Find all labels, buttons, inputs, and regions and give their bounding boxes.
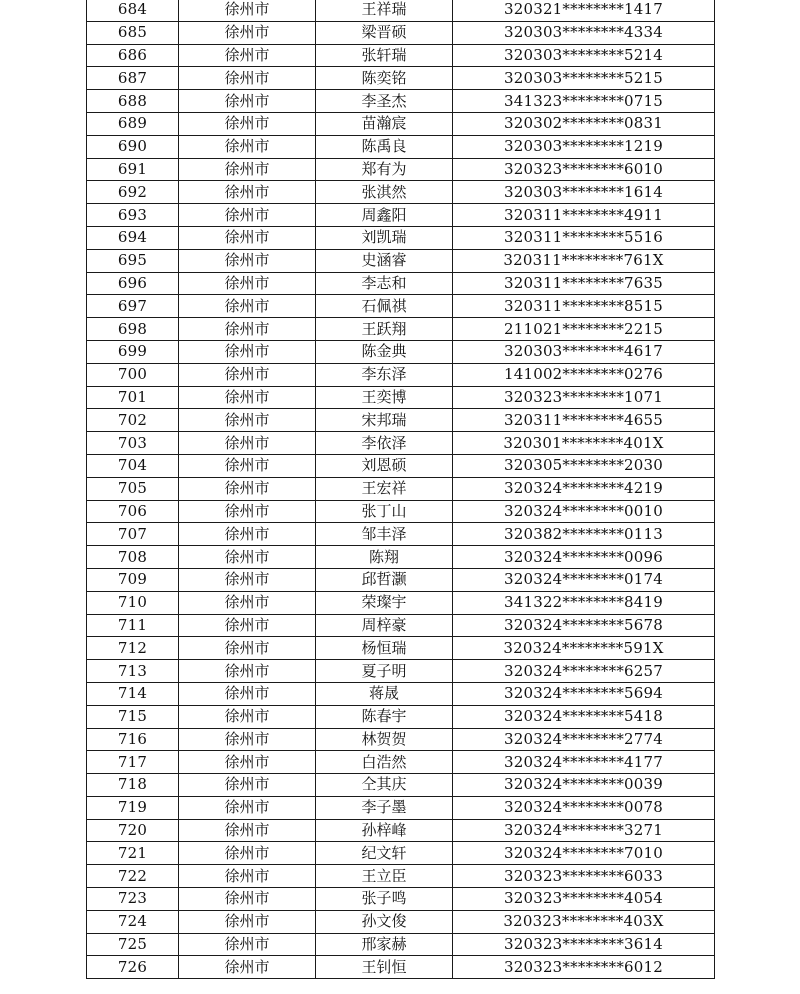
id-number-cell: 320303********4334: [453, 21, 715, 44]
person-name-cell: 刘恩硕: [316, 454, 453, 477]
table-row: [87, 956, 715, 979]
row-number-cell: 691: [87, 158, 179, 181]
row-number-cell: 686: [87, 44, 179, 67]
table-row: [87, 226, 715, 249]
city-cell: 徐州市: [179, 705, 316, 728]
id-number-cell: 320311********8515: [453, 295, 715, 318]
person-name-cell: 周鑫阳: [316, 204, 453, 227]
table-row: [87, 295, 715, 318]
city-cell: 徐州市: [179, 477, 316, 500]
table-row: [87, 318, 715, 341]
table-row: [87, 21, 715, 44]
row-number-cell: 713: [87, 660, 179, 683]
row-number-cell: 714: [87, 682, 179, 705]
city-cell: 徐州市: [179, 204, 316, 227]
row-number-cell: 685: [87, 21, 179, 44]
row-number-cell: 692: [87, 181, 179, 204]
person-name-cell: 郑有为: [316, 158, 453, 181]
row-number-cell: 688: [87, 90, 179, 113]
id-number-cell: 320303********4617: [453, 340, 715, 363]
table-row: [87, 842, 715, 865]
row-number-cell: 718: [87, 774, 179, 797]
id-number-cell: 320324********591X: [453, 637, 715, 660]
table-row: [87, 933, 715, 956]
city-cell: 徐州市: [179, 363, 316, 386]
row-number-cell: 700: [87, 363, 179, 386]
person-name-cell: 王跃翔: [316, 318, 453, 341]
table-row: [87, 386, 715, 409]
row-number-cell: 726: [87, 956, 179, 979]
table-row: [87, 44, 715, 67]
city-cell: 徐州市: [179, 226, 316, 249]
id-number-cell: 320324********4219: [453, 477, 715, 500]
roster-table: [86, 0, 715, 979]
id-number-cell: 320324********6257: [453, 660, 715, 683]
id-number-cell: 320324********7010: [453, 842, 715, 865]
table-row: [87, 774, 715, 797]
table-row: [87, 0, 715, 21]
row-number-cell: 717: [87, 751, 179, 774]
city-cell: 徐州市: [179, 44, 316, 67]
row-number-cell: 705: [87, 477, 179, 500]
table-row: [87, 477, 715, 500]
id-number-cell: 320303********1219: [453, 135, 715, 158]
row-number-cell: 704: [87, 454, 179, 477]
city-cell: 徐州市: [179, 432, 316, 455]
person-name-cell: 石佩祺: [316, 295, 453, 318]
table-row: [87, 888, 715, 911]
city-cell: 徐州市: [179, 272, 316, 295]
id-number-cell: 320382********0113: [453, 523, 715, 546]
row-number-cell: 697: [87, 295, 179, 318]
row-number-cell: 694: [87, 226, 179, 249]
person-name-cell: 孙文俊: [316, 910, 453, 933]
id-number-cell: 341322********8419: [453, 591, 715, 614]
table-row: [87, 67, 715, 90]
person-name-cell: 史涵睿: [316, 249, 453, 272]
table-row: [87, 454, 715, 477]
id-number-cell: 320301********401X: [453, 432, 715, 455]
table-row: [87, 523, 715, 546]
person-name-cell: 夏子明: [316, 660, 453, 683]
city-cell: 徐州市: [179, 933, 316, 956]
table-row: [87, 568, 715, 591]
row-number-cell: 722: [87, 865, 179, 888]
id-number-cell: 320324********2774: [453, 728, 715, 751]
person-name-cell: 荣璨宇: [316, 591, 453, 614]
city-cell: 徐州市: [179, 295, 316, 318]
city-cell: 徐州市: [179, 956, 316, 979]
id-number-cell: 141002********0276: [453, 363, 715, 386]
id-number-cell: 320303********5214: [453, 44, 715, 67]
row-number-cell: 701: [87, 386, 179, 409]
row-number-cell: 712: [87, 637, 179, 660]
table-row: [87, 591, 715, 614]
city-cell: 徐州市: [179, 135, 316, 158]
table-row: [87, 135, 715, 158]
person-name-cell: 蒋晟: [316, 682, 453, 705]
city-cell: 徐州市: [179, 774, 316, 797]
table-row: [87, 660, 715, 683]
person-name-cell: 苗瀚宸: [316, 112, 453, 135]
row-number-cell: 707: [87, 523, 179, 546]
person-name-cell: 纪文轩: [316, 842, 453, 865]
person-name-cell: 李依泽: [316, 432, 453, 455]
city-cell: 徐州市: [179, 67, 316, 90]
person-name-cell: 李志和: [316, 272, 453, 295]
person-name-cell: 李圣杰: [316, 90, 453, 113]
person-name-cell: 宋邦瑞: [316, 409, 453, 432]
table-row: [87, 112, 715, 135]
person-name-cell: 杨恒瑞: [316, 637, 453, 660]
city-cell: 徐州市: [179, 888, 316, 911]
city-cell: 徐州市: [179, 660, 316, 683]
id-number-cell: 320311********4911: [453, 204, 715, 227]
table-row: [87, 204, 715, 227]
id-number-cell: 320324********0010: [453, 500, 715, 523]
city-cell: 徐州市: [179, 90, 316, 113]
row-number-cell: 716: [87, 728, 179, 751]
table-row: [87, 705, 715, 728]
city-cell: 徐州市: [179, 751, 316, 774]
person-name-cell: 孙梓峰: [316, 819, 453, 842]
row-number-cell: 709: [87, 568, 179, 591]
city-cell: 徐州市: [179, 819, 316, 842]
row-number-cell: 702: [87, 409, 179, 432]
city-cell: 徐州市: [179, 249, 316, 272]
table-row: [87, 751, 715, 774]
city-cell: 徐州市: [179, 637, 316, 660]
id-number-cell: 320324********0174: [453, 568, 715, 591]
id-number-cell: 320311********7635: [453, 272, 715, 295]
id-number-cell: 320302********0831: [453, 112, 715, 135]
id-number-cell: 320323********1071: [453, 386, 715, 409]
row-number-cell: 695: [87, 249, 179, 272]
city-cell: 徐州市: [179, 21, 316, 44]
row-number-cell: 684: [87, 0, 179, 21]
table-row: [87, 796, 715, 819]
id-number-cell: 320324********5418: [453, 705, 715, 728]
id-number-cell: 320323********403X: [453, 910, 715, 933]
city-cell: 徐州市: [179, 682, 316, 705]
city-cell: 徐州市: [179, 386, 316, 409]
id-number-cell: 320324********5694: [453, 682, 715, 705]
row-number-cell: 708: [87, 546, 179, 569]
id-number-cell: 320305********2030: [453, 454, 715, 477]
id-number-cell: 320303********5215: [453, 67, 715, 90]
row-number-cell: 687: [87, 67, 179, 90]
row-number-cell: 724: [87, 910, 179, 933]
person-name-cell: 张丁山: [316, 500, 453, 523]
city-cell: 徐州市: [179, 500, 316, 523]
person-name-cell: 李子墨: [316, 796, 453, 819]
id-number-cell: 320311********5516: [453, 226, 715, 249]
table-row: [87, 614, 715, 637]
row-number-cell: 699: [87, 340, 179, 363]
person-name-cell: 张轩瑞: [316, 44, 453, 67]
person-name-cell: 陈禹良: [316, 135, 453, 158]
id-number-cell: 320324********0039: [453, 774, 715, 797]
city-cell: 徐州市: [179, 865, 316, 888]
table-row: [87, 249, 715, 272]
id-number-cell: 320324********5678: [453, 614, 715, 637]
person-name-cell: 刘凯瑞: [316, 226, 453, 249]
table-row: [87, 432, 715, 455]
row-number-cell: 723: [87, 888, 179, 911]
person-name-cell: 王奕博: [316, 386, 453, 409]
id-number-cell: 341323********0715: [453, 90, 715, 113]
table-row: [87, 546, 715, 569]
city-cell: 徐州市: [179, 409, 316, 432]
id-number-cell: 320323********6033: [453, 865, 715, 888]
city-cell: 徐州市: [179, 591, 316, 614]
row-number-cell: 710: [87, 591, 179, 614]
row-number-cell: 725: [87, 933, 179, 956]
city-cell: 徐州市: [179, 910, 316, 933]
city-cell: 徐州市: [179, 796, 316, 819]
row-number-cell: 693: [87, 204, 179, 227]
person-name-cell: 王祥瑞: [316, 0, 453, 21]
id-number-cell: 320324********3271: [453, 819, 715, 842]
row-number-cell: 706: [87, 500, 179, 523]
id-number-cell: 320324********0078: [453, 796, 715, 819]
row-number-cell: 703: [87, 432, 179, 455]
city-cell: 徐州市: [179, 614, 316, 637]
person-name-cell: 白浩然: [316, 751, 453, 774]
city-cell: 徐州市: [179, 318, 316, 341]
id-number-cell: 320321********1417: [453, 0, 715, 21]
person-name-cell: 邱哲灏: [316, 568, 453, 591]
table-row: [87, 158, 715, 181]
row-number-cell: 719: [87, 796, 179, 819]
id-number-cell: 320311********761X: [453, 249, 715, 272]
id-number-cell: 320323********6012: [453, 956, 715, 979]
city-cell: 徐州市: [179, 340, 316, 363]
table-row: [87, 910, 715, 933]
table-row: [87, 272, 715, 295]
table-row: [87, 409, 715, 432]
id-number-cell: 211021********2215: [453, 318, 715, 341]
person-name-cell: 李东泽: [316, 363, 453, 386]
city-cell: 徐州市: [179, 842, 316, 865]
person-name-cell: 王钊恒: [316, 956, 453, 979]
city-cell: 徐州市: [179, 181, 316, 204]
row-number-cell: 689: [87, 112, 179, 135]
table-row: [87, 865, 715, 888]
table-row: [87, 363, 715, 386]
person-name-cell: 仝其庆: [316, 774, 453, 797]
city-cell: 徐州市: [179, 0, 316, 21]
id-number-cell: 320311********4655: [453, 409, 715, 432]
row-number-cell: 720: [87, 819, 179, 842]
table-row: [87, 500, 715, 523]
table-row: [87, 90, 715, 113]
row-number-cell: 690: [87, 135, 179, 158]
table-row: [87, 181, 715, 204]
city-cell: 徐州市: [179, 728, 316, 751]
person-name-cell: 陈翔: [316, 546, 453, 569]
id-number-cell: 320303********1614: [453, 181, 715, 204]
row-number-cell: 711: [87, 614, 179, 637]
table-row: [87, 637, 715, 660]
person-name-cell: 邹丰泽: [316, 523, 453, 546]
table-row: [87, 819, 715, 842]
person-name-cell: 林贺贺: [316, 728, 453, 751]
person-name-cell: 王立臣: [316, 865, 453, 888]
city-cell: 徐州市: [179, 546, 316, 569]
city-cell: 徐州市: [179, 158, 316, 181]
id-number-cell: 320324********0096: [453, 546, 715, 569]
person-name-cell: 陈奕铭: [316, 67, 453, 90]
id-number-cell: 320323********6010: [453, 158, 715, 181]
person-name-cell: 梁晋硕: [316, 21, 453, 44]
person-name-cell: 陈金典: [316, 340, 453, 363]
row-number-cell: 698: [87, 318, 179, 341]
person-name-cell: 王宏祥: [316, 477, 453, 500]
row-number-cell: 715: [87, 705, 179, 728]
city-cell: 徐州市: [179, 454, 316, 477]
row-number-cell: 721: [87, 842, 179, 865]
table-row: [87, 682, 715, 705]
city-cell: 徐州市: [179, 112, 316, 135]
table-row: [87, 728, 715, 751]
table-row: [87, 340, 715, 363]
person-name-cell: 张子鸣: [316, 888, 453, 911]
roster-table-body: [87, 0, 715, 979]
person-name-cell: 邢家赫: [316, 933, 453, 956]
city-cell: 徐州市: [179, 568, 316, 591]
row-number-cell: 696: [87, 272, 179, 295]
id-number-cell: 320324********4177: [453, 751, 715, 774]
person-name-cell: 周梓豪: [316, 614, 453, 637]
city-cell: 徐州市: [179, 523, 316, 546]
id-number-cell: 320323********4054: [453, 888, 715, 911]
id-number-cell: 320323********3614: [453, 933, 715, 956]
person-name-cell: 张淇然: [316, 181, 453, 204]
person-name-cell: 陈春宇: [316, 705, 453, 728]
